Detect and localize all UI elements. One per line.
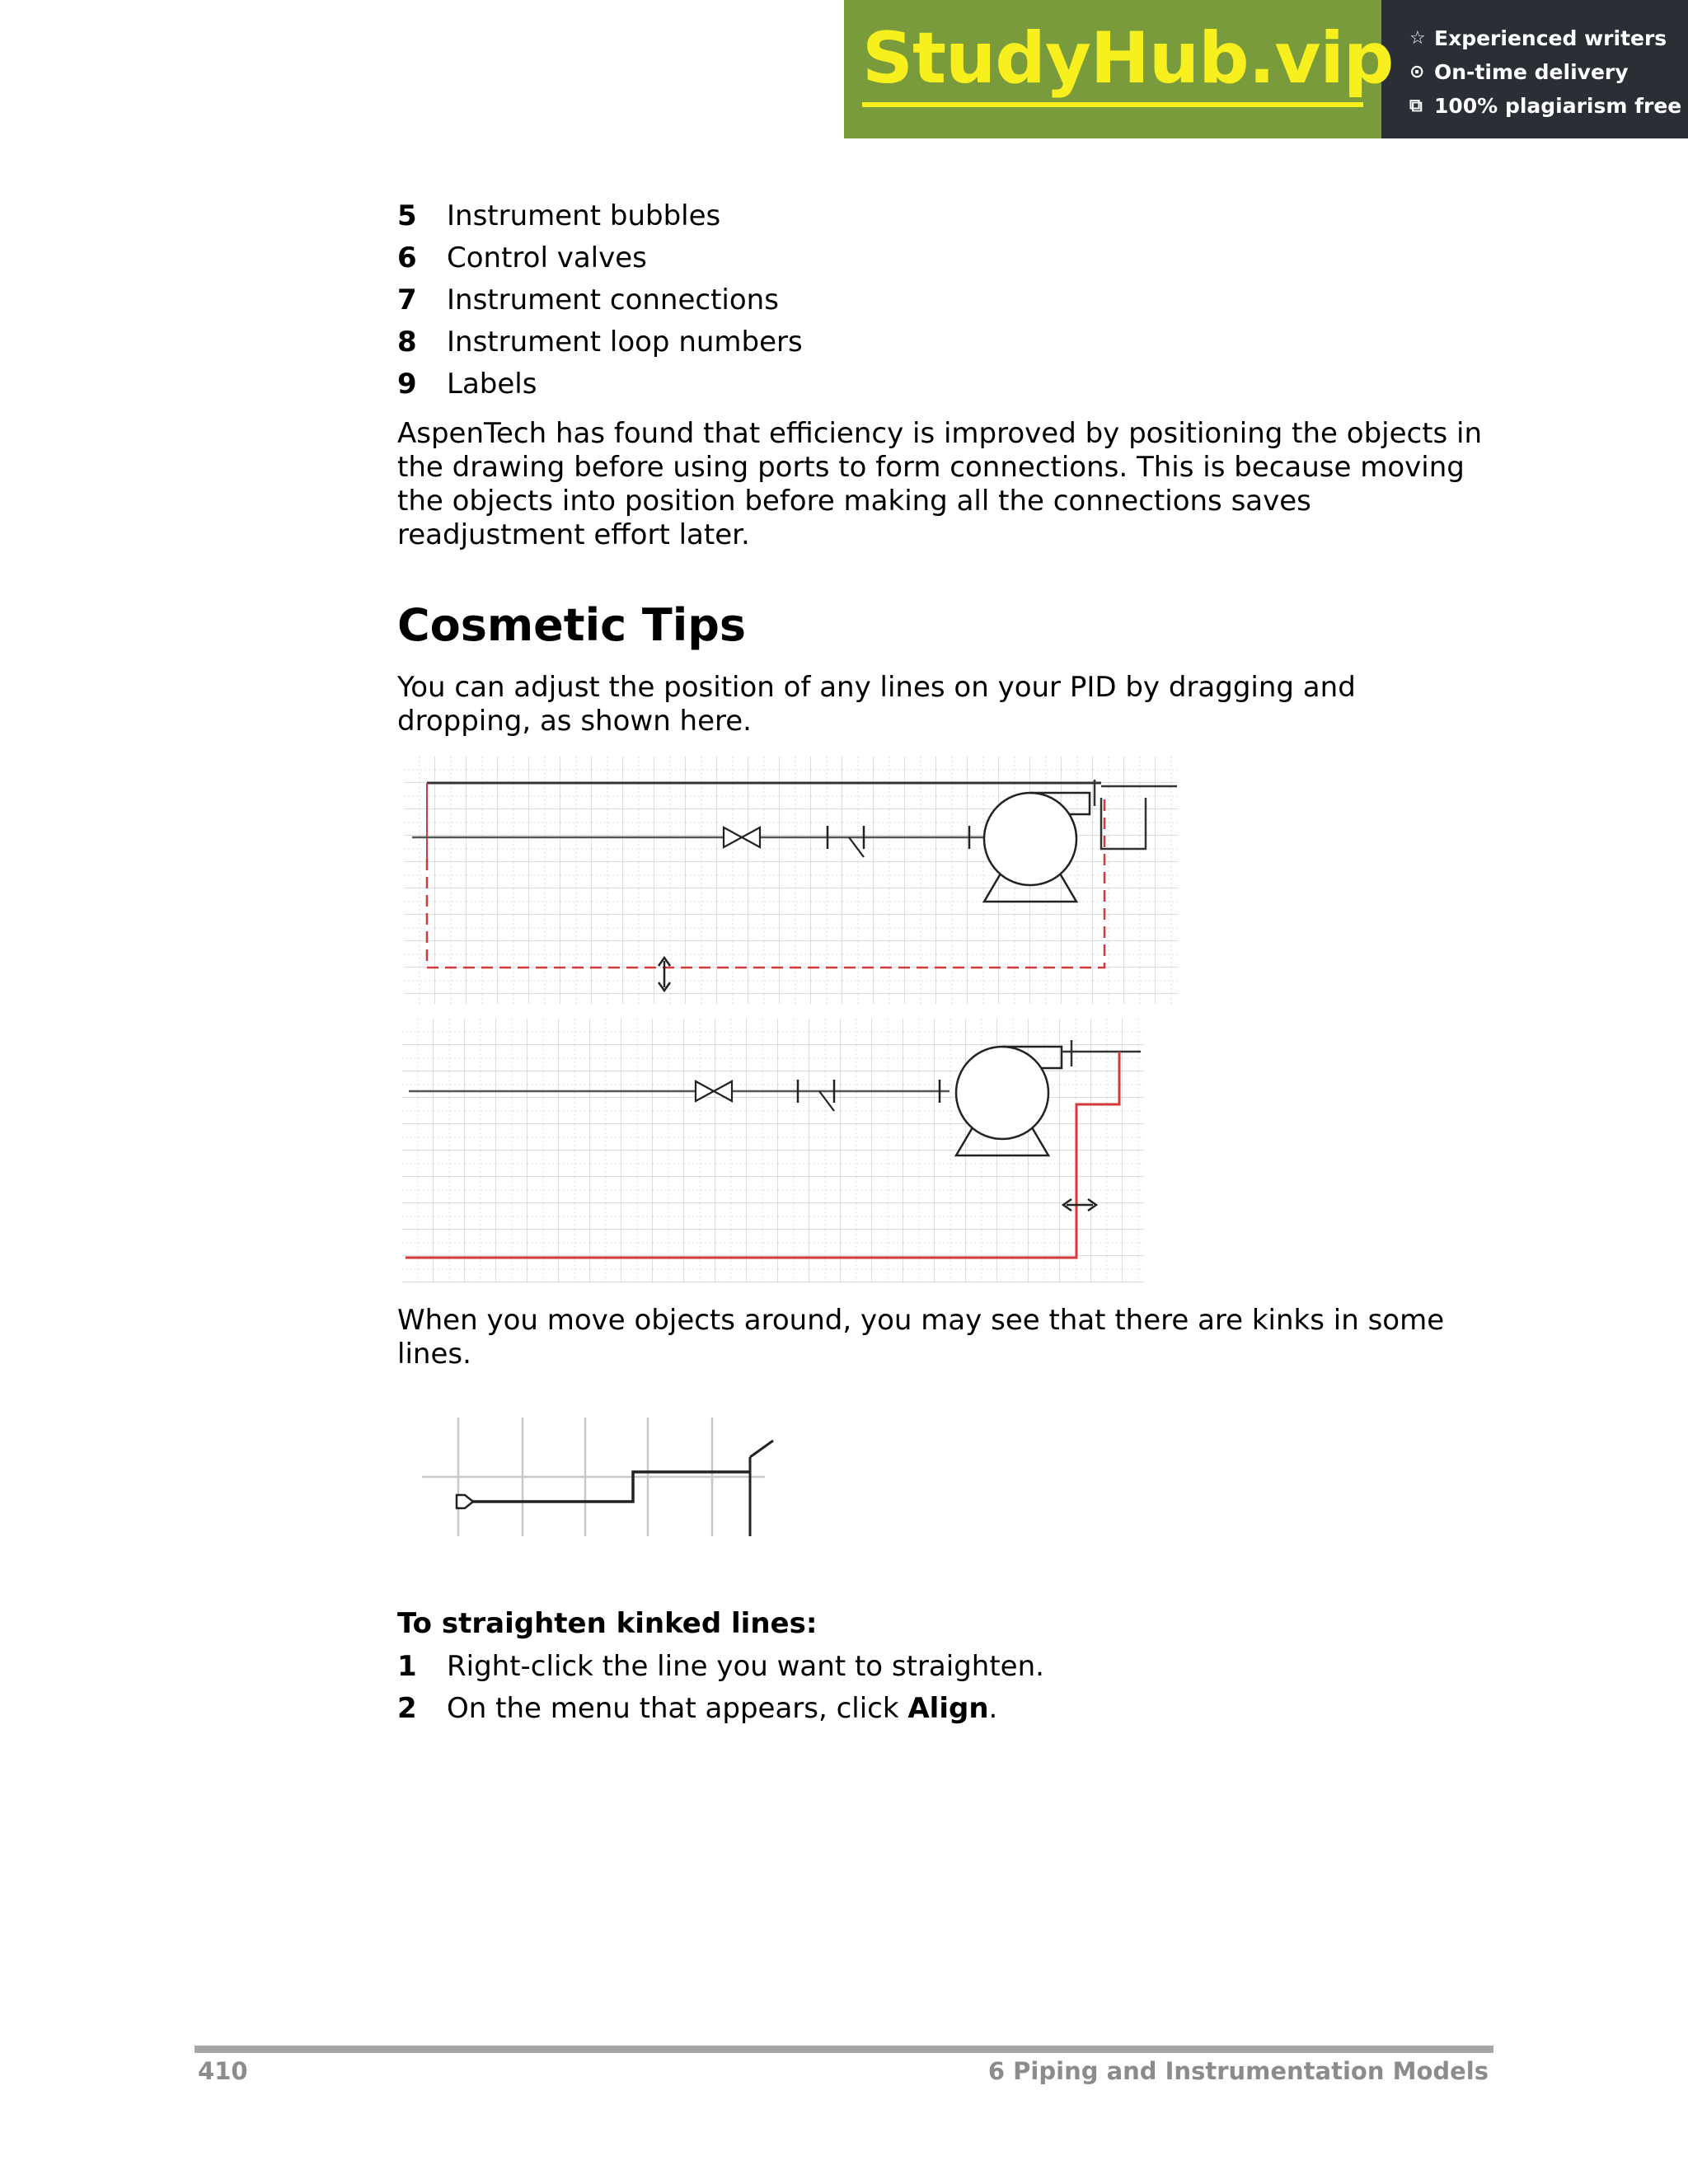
perk-experienced-writers — [1409, 21, 1681, 55]
procedure-title: To straighten kinked lines: — [397, 1607, 818, 1640]
list-item — [397, 279, 1493, 321]
list-number: 7 — [397, 283, 417, 316]
efficiency-paragraph: AspenTech has found that efficiency is improved by positioning the objects in the drawing before using ports to form connections. This is because moving the objects into position before making all the connections saves readjustment effort later. — [397, 417, 1483, 551]
chapter-title: 6 Piping and Instrumentation Models — [987, 2057, 1489, 2085]
adjust-paragraph: You can adjust the position of any lines on your PID by dragging and dropping, as shown here. — [397, 671, 1356, 738]
pid-diagram-1 — [404, 757, 1179, 1004]
perk-label: On-time delivery — [1434, 60, 1629, 84]
step-number: 1 — [397, 1649, 417, 1683]
procedure-block — [397, 1602, 1493, 1729]
list-item — [397, 237, 1493, 279]
procedure-steps — [397, 1645, 1493, 1729]
pid-diagram-2 — [402, 1019, 1144, 1282]
star-outline-icon: ☆ — [1409, 28, 1426, 49]
step-number: 2 — [397, 1691, 417, 1725]
step-item — [397, 1645, 1493, 1687]
figure-drag-horizontal — [402, 1019, 1144, 1282]
perks-list — [1409, 21, 1681, 123]
list-item — [397, 194, 1493, 237]
connection-order-list — [397, 194, 1493, 405]
list-text: Instrument loop numbers — [447, 325, 803, 359]
list-number: 9 — [397, 367, 417, 401]
port-arrow-icon — [457, 1495, 473, 1508]
clock-icon: ⊙ — [1409, 62, 1425, 82]
kinks-paragraph: When you move objects around, you may see that there are kinks in some lines. — [397, 1304, 1445, 1371]
list-number: 5 — [397, 199, 417, 232]
adjust-paragraph-block — [397, 671, 1386, 738]
step-text: Right-click the line you want to straighten. — [447, 1649, 1044, 1683]
list-text: Labels — [447, 367, 537, 401]
list-item — [397, 363, 1493, 405]
continued-list-section — [397, 194, 1493, 405]
page-number: 410 — [198, 2057, 248, 2085]
brand-logo[interactable]: StudyHub.vip — [862, 17, 1394, 100]
kinks-paragraph-block — [397, 1304, 1485, 1371]
perk-plagiarism-free — [1409, 89, 1681, 123]
promo-banner[interactable] — [844, 0, 1688, 138]
footer-rule — [195, 2046, 1493, 2053]
copy-icon: ⧉ — [1409, 96, 1423, 116]
step-item — [397, 1687, 1493, 1729]
step-text: On the menu that appears, click Align. — [447, 1691, 998, 1725]
perk-label: Experienced writers — [1434, 26, 1667, 50]
list-item — [397, 321, 1493, 363]
list-number: 8 — [397, 325, 417, 359]
figure-kinked-line — [419, 1414, 781, 1543]
section-title: Cosmetic Tips — [397, 599, 747, 651]
figure-drag-vertical — [404, 757, 1179, 1004]
kinked-line-diagram — [419, 1414, 781, 1543]
list-number: 6 — [397, 241, 417, 274]
section-heading-block — [397, 597, 1493, 654]
align-command: Align — [907, 1691, 989, 1725]
list-text: Instrument connections — [447, 283, 779, 316]
list-text: Instrument bubbles — [447, 199, 721, 232]
perk-label: 100% plagiarism free — [1434, 94, 1682, 118]
brand-underline — [862, 102, 1363, 107]
efficiency-paragraph-block — [397, 417, 1485, 552]
perk-on-time-delivery — [1409, 55, 1681, 89]
list-text: Control valves — [447, 241, 647, 274]
